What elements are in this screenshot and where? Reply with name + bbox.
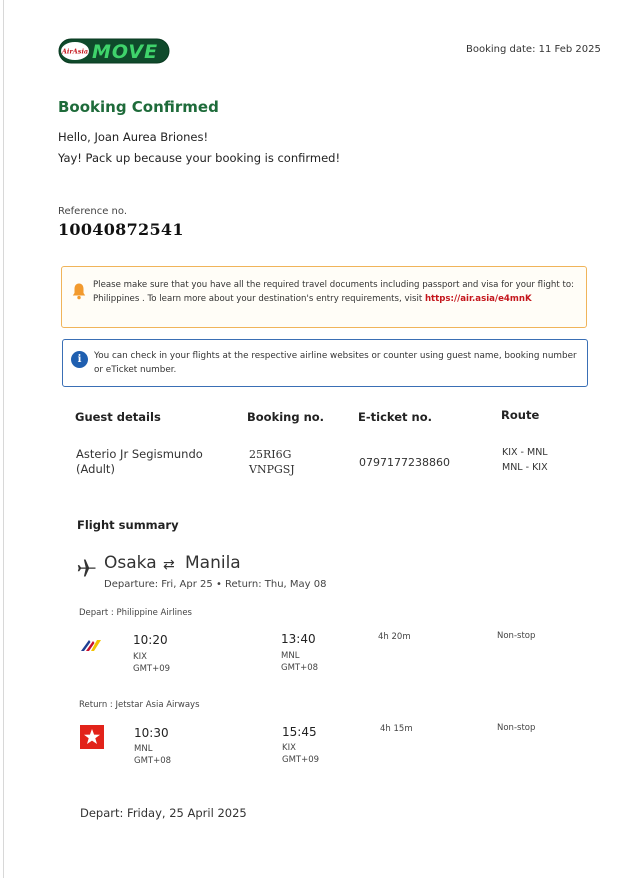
- timezone: GMT+08: [134, 756, 172, 766]
- guest-name-text: Asterio Jr Segismundo: [76, 447, 203, 461]
- airplane-icon: [76, 558, 96, 578]
- arrive-airport: [282, 742, 319, 766]
- reference-number: 10040872541: [58, 220, 184, 239]
- depart-time: 10:30: [134, 726, 169, 740]
- timezone: GMT+08: [281, 663, 319, 673]
- bell-icon: [71, 282, 87, 300]
- booking-number: 25RI6G: [249, 448, 292, 461]
- confirmation-message: Yay! Pack up because your booking is confirmed!: [58, 151, 341, 165]
- stops: Non-stop: [497, 723, 536, 733]
- info-icon: i: [71, 351, 88, 368]
- jetstar-logo-icon: [80, 725, 104, 749]
- page-edge: [3, 0, 4, 878]
- depart-airport: [133, 651, 170, 675]
- logo-main-text: MOVE: [92, 41, 159, 63]
- timezone: GMT+09: [282, 755, 320, 765]
- flight-duration: 4h 20m: [378, 632, 411, 642]
- flight-summary-title: Flight summary: [77, 518, 179, 532]
- philippine-airlines-logo-icon: [80, 636, 102, 652]
- entry-requirements-link[interactable]: https://air.asia/e4mnK: [424, 294, 532, 304]
- depart-date-heading: Depart: Friday, 25 April 2025: [80, 806, 247, 820]
- booking-date-label: Booking date:: [466, 44, 536, 55]
- trip-dates: Departure: Fri, Apr 25 • Return: Thu, May 08: [104, 579, 327, 590]
- logo-small-text: AirAsia: [61, 47, 89, 56]
- route-item: KIX - MNL: [502, 447, 548, 458]
- destination-city: Manila: [185, 553, 241, 573]
- reference-label: Reference no.: [58, 206, 127, 217]
- arrive-time: 13:40: [281, 632, 316, 646]
- page-title: Booking Confirmed: [58, 98, 219, 116]
- eticket-number: 0797177238860: [359, 456, 450, 469]
- booking-date-value: 11 Feb 2025: [538, 44, 601, 55]
- hello-text: Hello, Joan Aurea Briones!: [58, 130, 209, 144]
- depart-leg-label: Depart : Philippine Airlines: [79, 608, 192, 618]
- return-leg-label: Return : Jetstar Asia Airways: [79, 700, 200, 710]
- travel-documents-notice: [61, 266, 587, 328]
- airasia-move-logo[interactable]: [58, 38, 170, 64]
- guest-name: [76, 447, 203, 477]
- stops: Non-stop: [497, 631, 536, 641]
- arrive-airport: [281, 650, 318, 674]
- depart-time: 10:20: [133, 633, 168, 647]
- header-route: Route: [501, 408, 540, 422]
- check-in-text: You can check in your flights at the respective airline websites or counter using guest name, booking number or eTicket number.: [94, 351, 577, 375]
- airport-code: MNL: [281, 651, 300, 661]
- timezone: GMT+09: [133, 664, 171, 674]
- header-eticket-no: E-ticket no.: [358, 410, 432, 424]
- arrive-time: 15:45: [282, 725, 317, 739]
- check-in-notice: [62, 339, 588, 387]
- booking-date: [466, 44, 601, 55]
- header-booking-no: Booking no.: [247, 410, 325, 424]
- travel-documents-text: [93, 278, 579, 306]
- guest-type: (Adult): [76, 462, 115, 476]
- round-trip-arrows-icon: ⇄: [163, 557, 175, 573]
- route-item: MNL - KIX: [502, 462, 548, 473]
- booking-numbers: [249, 447, 295, 477]
- header-guest-details: Guest details: [75, 410, 161, 424]
- booking-number: VNPGSJ: [249, 463, 295, 476]
- warning-message: Please make sure that you have all the required travel documents including passport and visa for your flight to: Philippines . To learn more about your destination's entry requirements, visit: [93, 280, 575, 304]
- depart-airport: [134, 743, 171, 767]
- origin-city: Osaka: [104, 553, 157, 573]
- routes: [502, 445, 548, 475]
- airport-code: MNL: [134, 744, 153, 754]
- airport-code: KIX: [282, 743, 296, 753]
- airport-code: KIX: [133, 652, 147, 662]
- flight-duration: 4h 15m: [380, 724, 413, 734]
